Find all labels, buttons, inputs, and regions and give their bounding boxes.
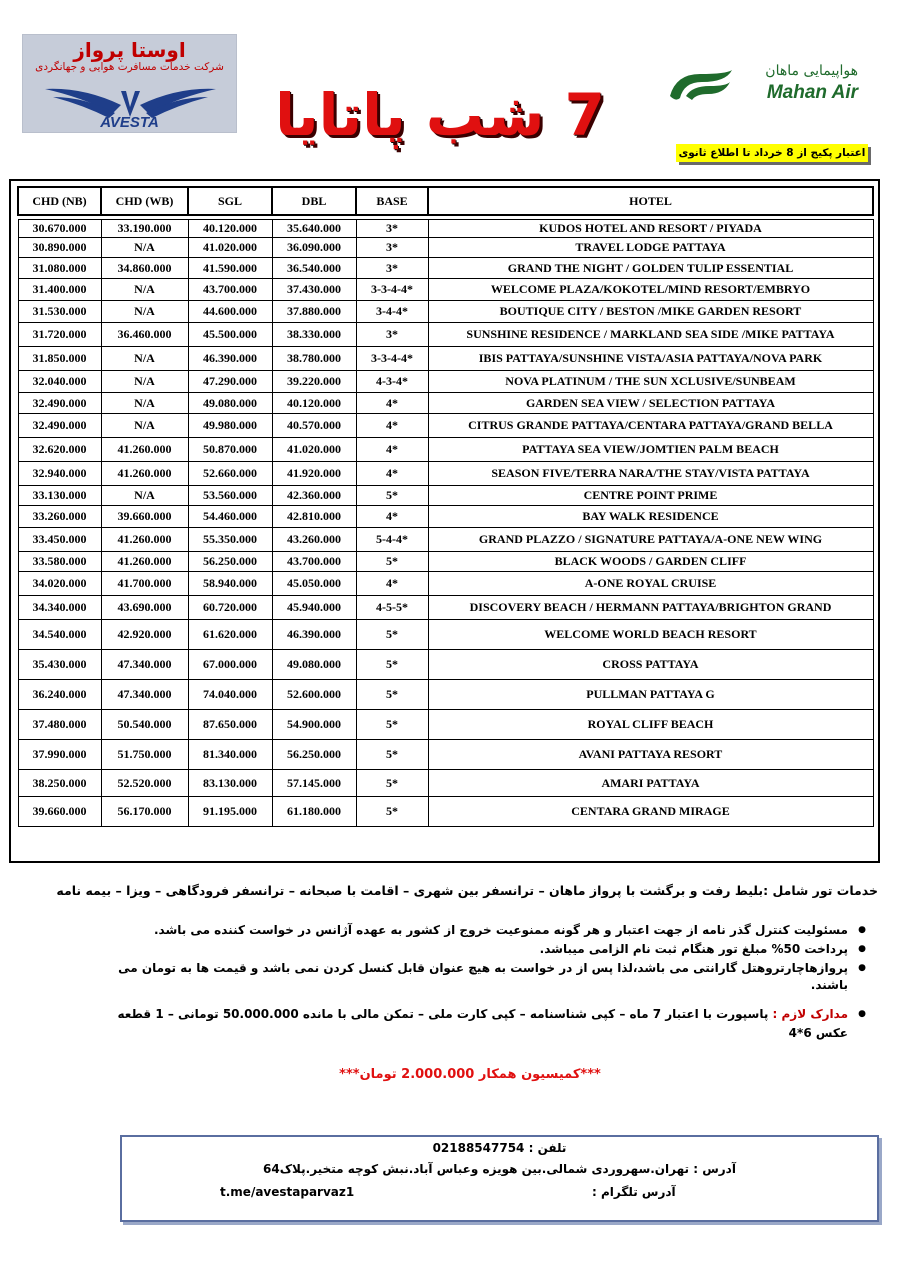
header-chd-wb: CHD (WB) — [101, 187, 188, 215]
cell-chd-nb: 31.850.000 — [18, 347, 101, 371]
cell-chd-wb: N/A — [101, 301, 188, 323]
cell-base: 3-4-4* — [356, 301, 428, 323]
cell-dbl: 36.090.000 — [272, 238, 356, 258]
logo-brand: AVESTA — [100, 114, 159, 131]
cell-chd-wb: 34.860.000 — [101, 258, 188, 279]
cell-hotel: GRAND PLAZZO / SIGNATURE PATTAYA/A-ONE NEW WING — [428, 528, 873, 552]
cell-sgl: 58.940.000 — [188, 572, 272, 596]
cell-chd-nb: 32.620.000 — [18, 438, 101, 462]
cell-sgl: 91.195.000 — [188, 797, 272, 827]
cell-chd-wb: 41.260.000 — [101, 552, 188, 572]
cell-sgl: 41.590.000 — [188, 258, 272, 279]
cell-sgl: 43.700.000 — [188, 279, 272, 301]
table-row — [18, 797, 873, 827]
cell-sgl: 49.980.000 — [188, 414, 272, 438]
cell-dbl: 45.050.000 — [272, 572, 356, 596]
cell-chd-wb: 41.260.000 — [101, 438, 188, 462]
cell-hotel: GARDEN SEA VIEW / SELECTION PATTAYA — [428, 393, 873, 414]
cell-sgl: 45.500.000 — [188, 323, 272, 347]
cell-dbl: 40.120.000 — [272, 393, 356, 414]
table-row — [18, 528, 873, 552]
cell-base: 5* — [356, 552, 428, 572]
cell-base: 5* — [356, 710, 428, 740]
table-row — [18, 620, 873, 650]
cell-dbl: 46.390.000 — [272, 620, 356, 650]
cell-dbl: 54.900.000 — [272, 710, 356, 740]
cell-chd-wb: N/A — [101, 486, 188, 506]
mahan-bird-icon — [666, 66, 736, 104]
mahan-name-en: Mahan Air — [766, 82, 858, 103]
cell-chd-wb: N/A — [101, 371, 188, 393]
commission-note: ***کمیسیون همکار 2.000.000 تومان*** — [339, 1067, 601, 1082]
cell-sgl: 67.000.000 — [188, 650, 272, 680]
cell-hotel: SUNSHINE RESIDENCE / MARKLAND SEA SIDE /MIKE PATTAYA — [428, 323, 873, 347]
table-row — [18, 279, 873, 301]
cell-dbl: 57.145.000 — [272, 770, 356, 797]
header-base: BASE — [356, 187, 428, 215]
table-row — [18, 238, 873, 258]
price-table-frame — [9, 179, 880, 863]
cell-hotel: TRAVEL LODGE PATTAYA — [428, 238, 873, 258]
cell-chd-nb: 33.260.000 — [18, 506, 101, 528]
cell-chd-nb: 31.720.000 — [18, 323, 101, 347]
cell-dbl: 41.920.000 — [272, 462, 356, 486]
cell-sgl: 44.600.000 — [188, 301, 272, 323]
cell-sgl: 47.290.000 — [188, 371, 272, 393]
note-item: ● مسئولیت کنترل گذر نامه از جهت اعتبار و هر گونه ممنوعیت خروج از کشور به عهده آژانس در خواست کننده می باشد. — [106, 922, 866, 939]
cell-chd-nb: 34.540.000 — [18, 620, 101, 650]
table-row — [18, 438, 873, 462]
cell-dbl: 61.180.000 — [272, 797, 356, 827]
cell-chd-wb: 56.170.000 — [101, 797, 188, 827]
cell-dbl: 37.430.000 — [272, 279, 356, 301]
cell-dbl: 36.540.000 — [272, 258, 356, 279]
cell-chd-wb: N/A — [101, 393, 188, 414]
cell-chd-nb: 33.580.000 — [18, 552, 101, 572]
table-row — [18, 486, 873, 506]
mahan-air-logo — [666, 62, 866, 110]
cell-sgl: 41.020.000 — [188, 238, 272, 258]
cell-chd-wb: 43.690.000 — [101, 596, 188, 620]
notes-list — [106, 922, 866, 996]
cell-sgl: 87.650.000 — [188, 710, 272, 740]
telegram-link[interactable]: t.me/avestaparvaz1 — [220, 1185, 355, 1199]
cell-chd-nb: 30.890.000 — [18, 238, 101, 258]
table-row — [18, 462, 873, 486]
table-row — [18, 371, 873, 393]
cell-hotel: BLACK WOODS / GARDEN CLIFF — [428, 552, 873, 572]
cell-hotel: CENTARA GRAND MIRAGE — [428, 797, 873, 827]
services-included: خدمات تور شامل :بلیط رفت و برگشت با پرواز ماهان – ترانسفر بین شهری – اقامت با صبحانه – ترانسفر فرودگاهی – ویزا – بیمه نامه — [56, 883, 878, 898]
cell-base: 3* — [356, 258, 428, 279]
cell-dbl: 52.600.000 — [272, 680, 356, 710]
cell-sgl: 55.350.000 — [188, 528, 272, 552]
cell-dbl: 35.640.000 — [272, 220, 356, 238]
cell-chd-wb: N/A — [101, 238, 188, 258]
cell-chd-wb: N/A — [101, 347, 188, 371]
table-row — [18, 347, 873, 371]
cell-hotel: PATTAYA SEA VIEW/JOMTIEN PALM BEACH — [428, 438, 873, 462]
table-row — [18, 680, 873, 710]
table-body — [18, 215, 873, 827]
cell-dbl: 39.220.000 — [272, 371, 356, 393]
cell-dbl: 43.700.000 — [272, 552, 356, 572]
cell-hotel: AMARI PATTAYA — [428, 770, 873, 797]
cell-sgl: 81.340.000 — [188, 740, 272, 770]
cell-base: 3-3-4-4* — [356, 279, 428, 301]
cell-chd-wb: 52.520.000 — [101, 770, 188, 797]
cell-chd-nb: 30.670.000 — [18, 220, 101, 238]
cell-dbl: 38.330.000 — [272, 323, 356, 347]
cell-sgl: 74.040.000 — [188, 680, 272, 710]
cell-hotel: GRAND THE NIGHT / GOLDEN TULIP ESSENTIAL — [428, 258, 873, 279]
cell-base: 4* — [356, 462, 428, 486]
contact-phone: تلفن : 02188547754 — [432, 1141, 567, 1155]
cell-sgl: 61.620.000 — [188, 620, 272, 650]
cell-chd-nb: 32.490.000 — [18, 414, 101, 438]
cell-dbl: 40.570.000 — [272, 414, 356, 438]
cell-base: 5* — [356, 797, 428, 827]
cell-sgl: 60.720.000 — [188, 596, 272, 620]
cell-dbl: 49.080.000 — [272, 650, 356, 680]
table-row — [18, 596, 873, 620]
cell-chd-nb: 38.250.000 — [18, 770, 101, 797]
cell-base: 3-3-4-4* — [356, 347, 428, 371]
cell-hotel: ROYAL CLIFF BEACH — [428, 710, 873, 740]
table-row — [18, 323, 873, 347]
cell-sgl: 83.130.000 — [188, 770, 272, 797]
cell-hotel: SEASON FIVE/TERRA NARA/THE STAY/VISTA PATTAYA — [428, 462, 873, 486]
cell-chd-nb: 32.040.000 — [18, 371, 101, 393]
cell-hotel: DISCOVERY BEACH / HERMANN PATTAYA/BRIGHTON GRAND — [428, 596, 873, 620]
cell-base: 5-4-4* — [356, 528, 428, 552]
cell-chd-nb: 36.240.000 — [18, 680, 101, 710]
cell-chd-nb: 37.480.000 — [18, 710, 101, 740]
table-row — [18, 552, 873, 572]
page-title: 7 شب پاتایا — [275, 81, 605, 149]
telegram-label: آدرس تلگرام : — [592, 1185, 676, 1199]
table-row — [18, 506, 873, 528]
header-dbl: DBL — [272, 187, 356, 215]
cell-hotel: BOUTIQUE CITY / BESTON /MIKE GARDEN RESORT — [428, 301, 873, 323]
table-row — [18, 740, 873, 770]
cell-hotel: WELCOME PLAZA/KOKOTEL/MIND RESORT/EMBRYO — [428, 279, 873, 301]
cell-chd-wb: N/A — [101, 279, 188, 301]
cell-chd-wb: 41.700.000 — [101, 572, 188, 596]
cell-chd-wb: 41.260.000 — [101, 528, 188, 552]
cell-base: 4-5-5* — [356, 596, 428, 620]
documents-text: پاسپورت با اعتبار 7 ماه – کپی شناسنامه – کپی کارت ملی – تمکن مالی با مانده 50.000.000 تومانی – 1 قطعه عکس 6*4 — [117, 1007, 848, 1040]
cell-base: 5* — [356, 770, 428, 797]
required-documents — [88, 1005, 866, 1043]
cell-chd-wb: 51.750.000 — [101, 740, 188, 770]
cell-dbl: 42.810.000 — [272, 506, 356, 528]
cell-dbl: 56.250.000 — [272, 740, 356, 770]
header-chd-nb: CHD (NB) — [18, 187, 101, 215]
cell-chd-nb: 33.130.000 — [18, 486, 101, 506]
cell-base: 4-3-4* — [356, 371, 428, 393]
cell-dbl: 37.880.000 — [272, 301, 356, 323]
table-row — [18, 650, 873, 680]
cell-base: 5* — [356, 740, 428, 770]
table-row — [18, 220, 873, 238]
cell-chd-nb: 35.430.000 — [18, 650, 101, 680]
cell-base: 3* — [356, 323, 428, 347]
cell-dbl: 42.360.000 — [272, 486, 356, 506]
cell-base: 3* — [356, 238, 428, 258]
cell-chd-nb: 32.940.000 — [18, 462, 101, 486]
cell-chd-nb: 39.660.000 — [18, 797, 101, 827]
header-sgl: SGL — [188, 187, 272, 215]
cell-chd-nb: 37.990.000 — [18, 740, 101, 770]
table-header-row — [18, 187, 873, 215]
table-row — [18, 710, 873, 740]
cell-hotel: IBIS PATTAYA/SUNSHINE VISTA/ASIA PATTAYA/NOVA PARK — [428, 347, 873, 371]
cell-base: 4* — [356, 438, 428, 462]
table-row — [18, 393, 873, 414]
cell-base: 3* — [356, 220, 428, 238]
note-item: ● پرداخت 50% مبلغ تور هنگام ثبت نام الزامی میباشد. — [106, 941, 866, 958]
logo-title: اوستا پرواز — [73, 38, 186, 62]
cell-hotel: CROSS PATTAYA — [428, 650, 873, 680]
cell-base: 5* — [356, 486, 428, 506]
price-table — [17, 186, 874, 827]
table-row — [18, 301, 873, 323]
table-row — [18, 572, 873, 596]
cell-dbl: 43.260.000 — [272, 528, 356, 552]
cell-dbl: 38.780.000 — [272, 347, 356, 371]
cell-sgl: 53.560.000 — [188, 486, 272, 506]
cell-chd-nb: 34.020.000 — [18, 572, 101, 596]
cell-chd-nb: 31.400.000 — [18, 279, 101, 301]
cell-hotel: NOVA PLATINUM / THE SUN XCLUSIVE/SUNBEAM — [428, 371, 873, 393]
contact-box — [120, 1135, 879, 1222]
cell-base: 4* — [356, 506, 428, 528]
cell-base: 4* — [356, 414, 428, 438]
note-item: ● پروازهاچارتروهتل گارانتی می باشد،لذا پس از در خواست به هیچ عنوان قابل کنسل کردن نمی باشد و قیمت ها به تومان می باشند. — [106, 960, 866, 994]
cell-dbl: 45.940.000 — [272, 596, 356, 620]
documents-label: مدارک لازم : — [772, 1007, 848, 1021]
cell-sgl: 56.250.000 — [188, 552, 272, 572]
cell-chd-wb: 33.190.000 — [101, 220, 188, 238]
logo-subtitle: شرکت خدمات مسافرت هوایی و جهانگردی — [35, 61, 224, 73]
mahan-name-fa: هواپیمایی ماهان — [765, 63, 858, 79]
cell-hotel: AVANI PATTAYA RESORT — [428, 740, 873, 770]
cell-chd-wb: 47.340.000 — [101, 650, 188, 680]
cell-sgl: 46.390.000 — [188, 347, 272, 371]
cell-hotel: CENTRE POINT PRIME — [428, 486, 873, 506]
cell-hotel: BAY WALK RESIDENCE — [428, 506, 873, 528]
cell-chd-wb: 50.540.000 — [101, 710, 188, 740]
cell-base: 4* — [356, 572, 428, 596]
cell-sgl: 54.460.000 — [188, 506, 272, 528]
table-row — [18, 414, 873, 438]
cell-sgl: 50.870.000 — [188, 438, 272, 462]
cell-chd-wb: 41.260.000 — [101, 462, 188, 486]
cell-base: 4* — [356, 393, 428, 414]
cell-chd-wb: 36.460.000 — [101, 323, 188, 347]
cell-chd-nb: 34.340.000 — [18, 596, 101, 620]
cell-sgl: 52.660.000 — [188, 462, 272, 486]
cell-chd-nb: 33.450.000 — [18, 528, 101, 552]
cell-sgl: 49.080.000 — [188, 393, 272, 414]
contact-address: آدرس : تهران.سهروردی شمالی.بین هویزه وعباس آباد.نبش کوچه متخیر.پلاک64 — [263, 1162, 736, 1176]
cell-chd-nb: 32.490.000 — [18, 393, 101, 414]
cell-hotel: KUDOS HOTEL AND RESORT / PIYADA — [428, 220, 873, 238]
cell-hotel: PULLMAN PATTAYA G — [428, 680, 873, 710]
cell-base: 5* — [356, 680, 428, 710]
header-hotel: HOTEL — [428, 187, 873, 215]
cell-chd-nb: 31.530.000 — [18, 301, 101, 323]
cell-chd-wb: 42.920.000 — [101, 620, 188, 650]
cell-hotel: WELCOME WORLD BEACH RESORT — [428, 620, 873, 650]
cell-base: 5* — [356, 650, 428, 680]
cell-base: 5* — [356, 620, 428, 650]
table-row — [18, 258, 873, 279]
table-row — [18, 770, 873, 797]
validity-banner: اعتبار پکیج از 8 خرداد تا اطلاع ثانوی — [676, 144, 868, 162]
cell-hotel: A-ONE ROYAL CRUISE — [428, 572, 873, 596]
cell-chd-wb: 47.340.000 — [101, 680, 188, 710]
cell-chd-nb: 31.080.000 — [18, 258, 101, 279]
avesta-logo — [22, 34, 237, 133]
cell-sgl: 40.120.000 — [188, 220, 272, 238]
cell-chd-wb: 39.660.000 — [101, 506, 188, 528]
cell-dbl: 41.020.000 — [272, 438, 356, 462]
cell-hotel: CITRUS GRANDE PATTAYA/CENTARA PATTAYA/GRAND BELLA — [428, 414, 873, 438]
cell-chd-wb: N/A — [101, 414, 188, 438]
